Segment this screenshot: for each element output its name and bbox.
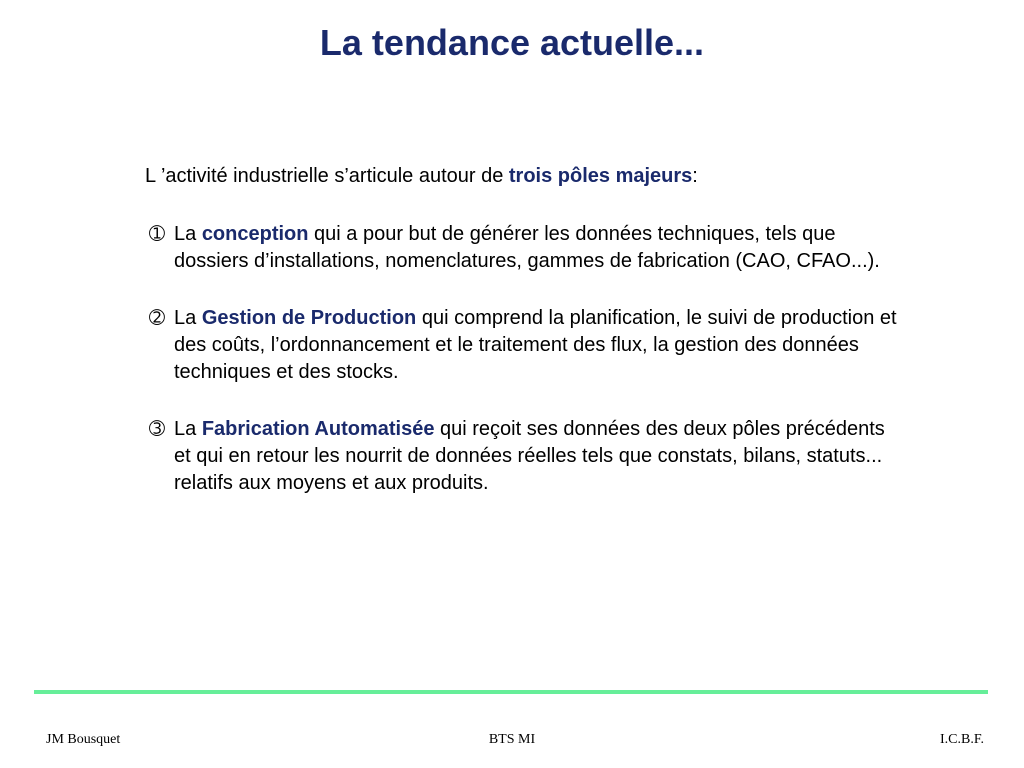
footer-course: BTS MI: [488, 732, 536, 747]
item-emphasis: conception: [201, 223, 309, 245]
item-emphasis: Fabrication Automatisée: [201, 418, 435, 440]
item-lead: La: [174, 223, 202, 245]
item-text: qui reçoit ses données des deux pôles précédents et qui en retour les nourrit de données réelles tels que constats, bilans, statuts... relatifs aux moyens et aux produits.: [174, 418, 885, 494]
circled-number-1-icon: ➀: [149, 223, 165, 245]
circled-number-2-icon: ➁: [149, 307, 165, 329]
footer-author: JM Bousquet: [46, 732, 121, 747]
item-emphasis: Gestion de Production: [201, 307, 417, 329]
footer-institution: I.C.B.F.: [939, 732, 984, 747]
list-item: [145, 416, 905, 497]
item-lead: La: [174, 418, 202, 440]
item-text: qui a pour but de générer les données techniques, tels que dossiers d’installations, nomenclatures, gammes de fabrication (CAO, CFAO...).: [174, 223, 880, 272]
intro-emphasis: trois pôles majeurs: [508, 165, 693, 187]
intro-paragraph: [145, 163, 905, 190]
list-item: [145, 221, 905, 275]
footer-divider: [34, 690, 988, 694]
intro-suffix: :: [692, 165, 698, 187]
item-lead: La: [174, 307, 202, 329]
slide-body: [145, 163, 905, 527]
item-text: qui comprend la planification, le suivi de production et des coûts, l’ordonnancement et le traitement des flux, la gestion des données techniques et des stocks.: [174, 307, 897, 383]
list-item: [145, 305, 905, 386]
slide-title: La tendance actuelle...: [319, 22, 705, 63]
intro-prefix: L ’activité industrielle s’articule autour de: [145, 165, 509, 187]
circled-number-3-icon: ➂: [149, 418, 165, 440]
